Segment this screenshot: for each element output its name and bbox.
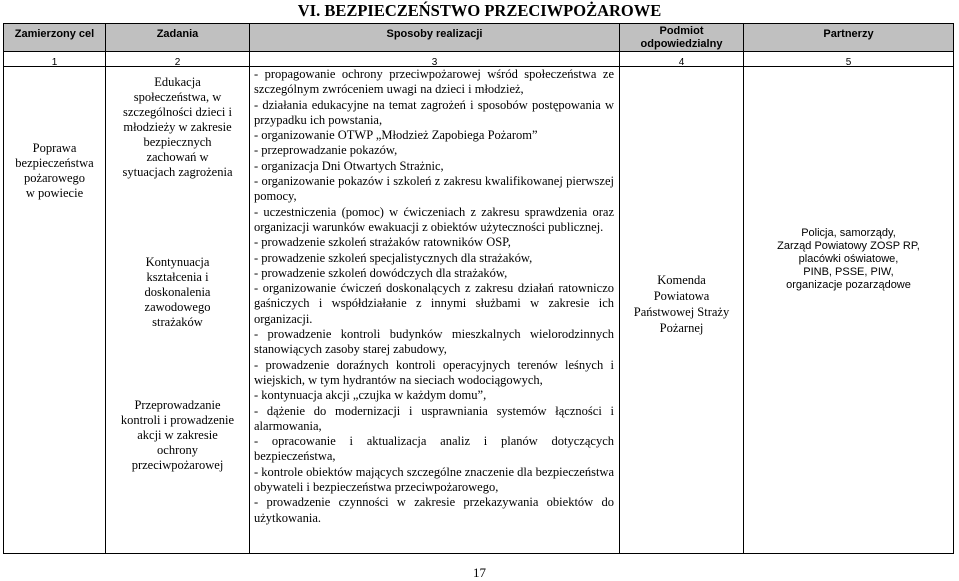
header-responsible-line2: odpowiedzialny <box>640 38 723 50</box>
responsible-line: Powiatowa <box>653 289 710 303</box>
header-responsible-line1: Podmiot <box>659 25 704 37</box>
task-line: sytuacjach zagrożenia <box>122 165 233 179</box>
goal-line: pożarowego <box>23 171 86 185</box>
task-line: akcji w zakresie <box>137 428 218 442</box>
header-methods: Sposoby realizacji <box>386 28 483 40</box>
method-item: - uczestniczenia (pomoc) w ćwiczeniach z zakresu sprawdzenia oraz organizacji warunków ewakuacji z obiektów użyteczności publicznej. <box>254 204 614 234</box>
method-item: - dążenie do modernizacji i usprawniania systemów łączności i alarmowania, <box>254 403 614 433</box>
header-bottom-border <box>3 51 954 52</box>
method-item: - przeprowadzanie pokazów, <box>254 143 398 158</box>
responsible-cell <box>620 272 743 336</box>
method-item: - prowadzenie szkoleń strażaków ratowników OSP, <box>254 235 511 250</box>
column-number-2: 2 <box>174 57 181 68</box>
task-line: strażaków <box>152 315 203 329</box>
partners-line: placówki oświatowe, <box>798 253 899 265</box>
task-line: młodzieży w zakresie <box>123 120 232 134</box>
page-number: 17 <box>473 565 486 580</box>
header-tasks: Zadania <box>156 28 199 40</box>
method-item: - propagowanie ochrony przeciwpożarowej wśród społeczeństwa ze szczególnym zwróceniem uwagi na dzieci i młodzież, <box>254 67 614 97</box>
method-item: - opracowanie i aktualizacja analiz i planów dotyczących bezpieczeństwa, <box>254 434 614 464</box>
table-top-border <box>3 23 954 24</box>
responsible-line: Komenda <box>657 273 706 287</box>
column-border-left <box>3 23 4 554</box>
table-bottom-border <box>3 553 954 554</box>
method-item: - organizowanie pokazów i szkoleń z zakresu kwalifikowanej pierwszej pomocy, <box>254 174 614 204</box>
method-item: - prowadzenie czynności w zakresie przekazywania obiektów do użytkowania. <box>254 495 614 525</box>
column-number-3: 3 <box>431 57 438 68</box>
partners-line: organizacje pozarządowe <box>786 279 911 291</box>
task-line: bezpiecznych <box>143 135 212 149</box>
page-title: VI. BEZPIECZEŃSTWO PRZECIWPOŻAROWE <box>297 1 662 20</box>
column-number-1: 1 <box>51 57 58 68</box>
task-line: doskonalenia <box>144 285 211 299</box>
task-line: zawodowego <box>144 300 211 314</box>
task-line: zachowań w <box>146 150 209 164</box>
task-training <box>106 255 249 330</box>
task-inspections <box>106 398 249 473</box>
responsible-line: Pożarnej <box>659 321 704 335</box>
goal-cell <box>4 141 105 201</box>
column-border-2 <box>249 23 250 554</box>
task-line: kontroli i prowadzenie <box>120 413 235 427</box>
goal-line: Poprawa <box>32 141 77 155</box>
method-item: - prowadzenie szkoleń specjalistycznych dla strażaków, <box>254 250 533 265</box>
goal-line: bezpieczeństwa <box>15 156 94 170</box>
partners-line: Policja, samorządy, <box>801 227 896 239</box>
partners-line: Zarząd Powiatowy ZOSP RP, <box>777 240 920 252</box>
column-number-4: 4 <box>678 57 685 68</box>
method-item: - prowadzenie kontroli budynków mieszkalnych wielorodzinnych stanowiących zasoby starej zabudowy, <box>254 327 614 357</box>
task-line: Edukacja <box>154 75 201 89</box>
method-item: - organizacja Dni Otwartych Strażnic, <box>254 158 444 173</box>
method-item: - kontynuacja akcji „czujka w każdym domu”, <box>254 388 487 403</box>
task-line: Przeprowadzanie <box>134 398 221 412</box>
header-responsible <box>620 25 743 51</box>
goal-line: w powiecie <box>25 186 84 200</box>
column-number-5: 5 <box>845 57 852 68</box>
header-goal: Zamierzony cel <box>14 28 95 40</box>
task-line: szczególności dzieci i <box>123 105 232 119</box>
task-education <box>106 75 249 180</box>
method-item: - prowadzenie doraźnych kontroli operacyjnych terenów leśnych i wiejskich, w tym hydrantów na sieciach wodociągowych, <box>254 357 614 387</box>
header-partners: Partnerzy <box>823 28 874 40</box>
partners-cell <box>744 227 953 292</box>
partners-line: PINB, PSSE, PIW, <box>803 266 894 278</box>
method-item: - organizowanie ćwiczeń doskonalących z zakresu działań ratowniczo gaśniczych i współdziałanie z innymi służbami w zakresie ich organizacji. <box>254 281 614 326</box>
task-line: ochrony <box>157 443 198 457</box>
task-line: społeczeństwa, w <box>133 90 222 104</box>
task-line: Kontynuacja <box>145 255 210 269</box>
task-line: kształcenia i <box>146 270 209 284</box>
task-line: przeciwpożarowej <box>131 458 224 472</box>
method-item: - prowadzenie szkoleń dowódczych dla strażaków, <box>254 265 508 280</box>
method-item: - organizowanie OTWP „Młodzież Zapobiega Pożarom” <box>254 128 538 143</box>
method-item: - kontrole obiektów mających szczególne znaczenie dla bezpieczeństwa obywateli i bezpieczeństwa przeciwpożarowego, <box>254 464 614 495</box>
column-border-right <box>953 23 954 554</box>
methods-list <box>254 67 614 526</box>
responsible-line: Państwowej Straży <box>633 305 730 319</box>
method-item: - działania edukacyjne na temat zagrożeń i sposobów postępowania w przypadku ich powstania, <box>254 97 614 127</box>
